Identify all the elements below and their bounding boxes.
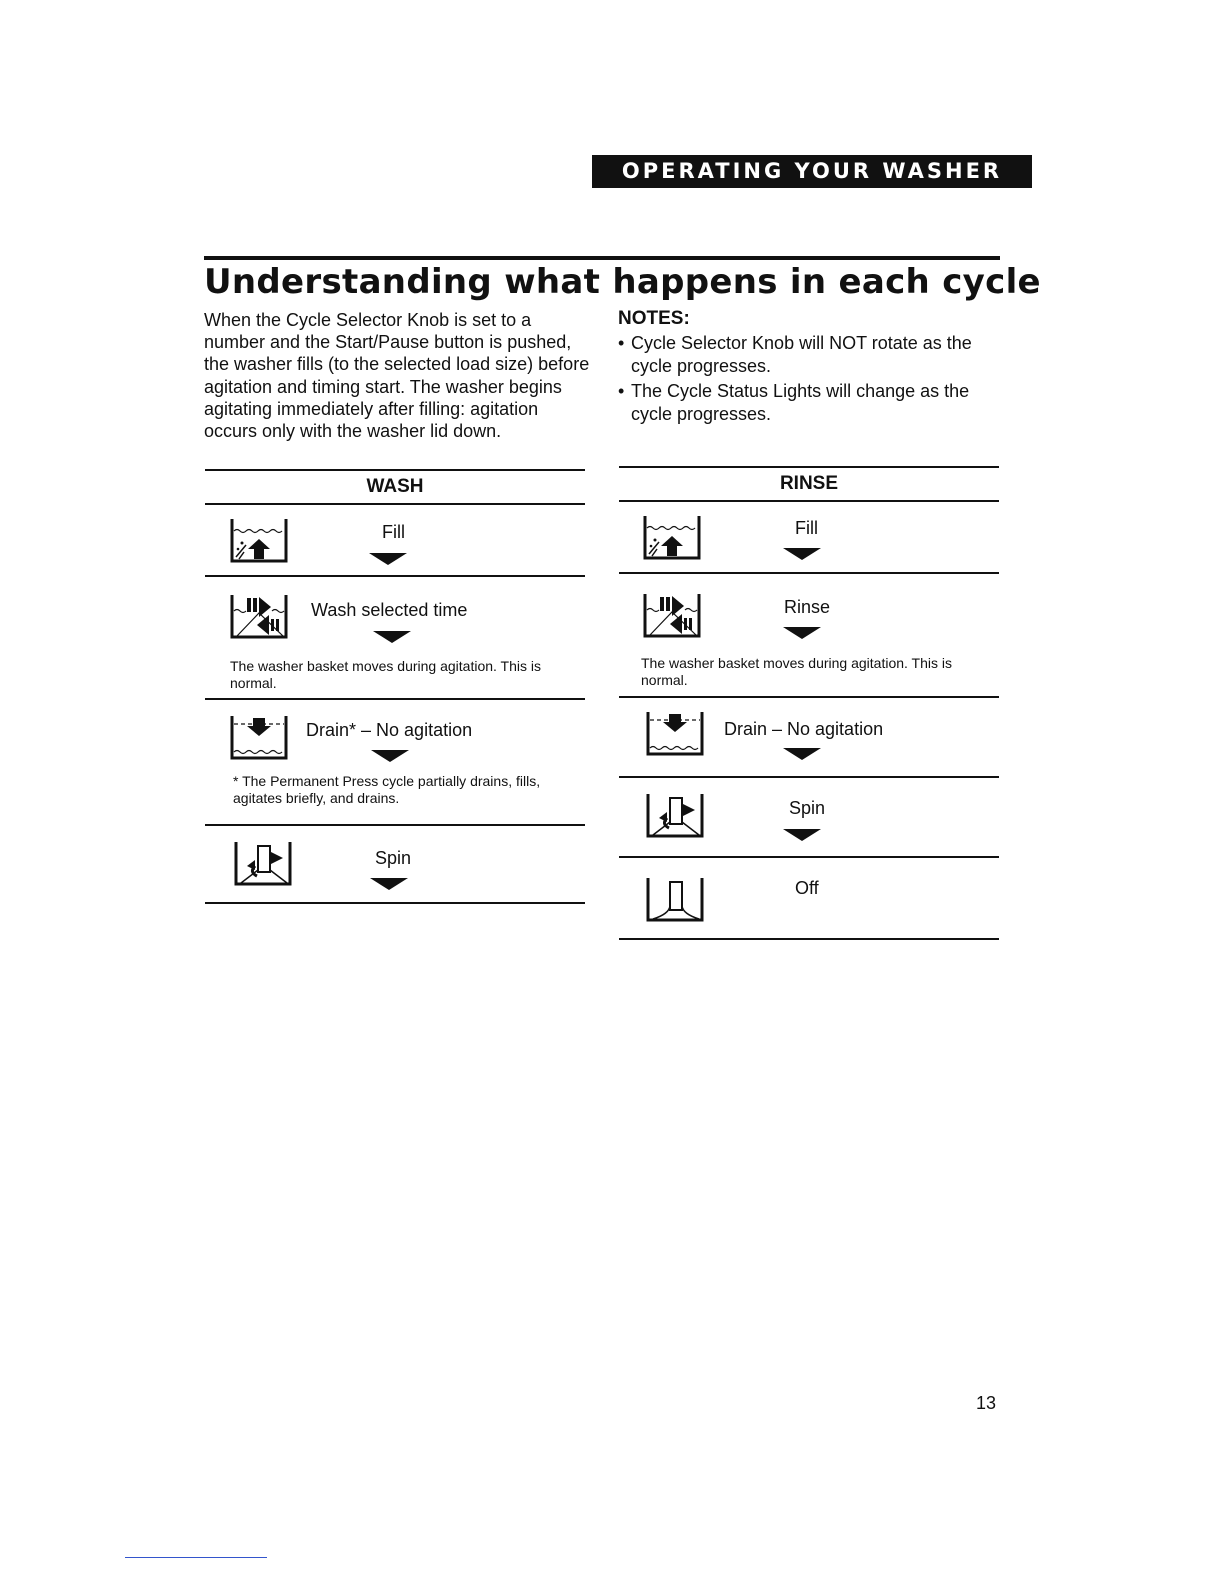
- notes-block: [618, 308, 1008, 428]
- wash-step-agitate: [205, 577, 585, 700]
- fill-icon: [642, 514, 702, 560]
- down-arrow-icon: [373, 631, 411, 643]
- rinse-step-drain: [619, 698, 999, 778]
- drain-icon: [229, 714, 289, 760]
- wash-heading: WASH: [205, 469, 585, 505]
- agitate-icon: [642, 592, 702, 638]
- spin-icon: [233, 840, 293, 886]
- rinse-step-off: [619, 858, 999, 940]
- notes-list: [618, 332, 1008, 426]
- step-note: * The Permanent Press cycle partially drains, fills, agitates briefly, and drains.: [233, 773, 541, 806]
- step-label: Off: [795, 878, 819, 898]
- down-arrow-icon: [783, 748, 821, 760]
- drain-icon: [645, 710, 705, 756]
- rinse-step-spin: [619, 778, 999, 858]
- step-label: Fill: [382, 522, 405, 542]
- notes-heading: NOTES:: [618, 308, 690, 329]
- rinse-step-agitate: [619, 574, 999, 698]
- intro-paragraph: When the Cycle Selector Knob is set to a number and the Start/Pause button is pushed, the washer fills (to the selected load size) before agitation and timing start. The washer begins agitating immediately after filling: agitation occurs only with the washer lid down.: [204, 310, 590, 442]
- step-label: Drain – No agitation: [724, 719, 884, 739]
- step-label: Fill: [795, 518, 818, 538]
- rinse-heading: RINSE: [619, 466, 999, 502]
- note-item: • Cycle Selector Knob will NOT rotate as the cycle progresses.: [618, 332, 1008, 378]
- fill-icon: [229, 517, 289, 563]
- off-icon: [645, 876, 705, 922]
- down-arrow-icon: [783, 548, 821, 560]
- down-arrow-icon: [783, 627, 821, 639]
- section-tab: OPERATING YOUR WASHER: [592, 155, 1032, 188]
- step-label: Spin: [375, 848, 412, 868]
- title-rule: [204, 256, 1000, 260]
- rinse-step-fill: [619, 502, 999, 574]
- step-note: The washer basket moves during agitation. This is normal.: [641, 655, 953, 688]
- step-label: Wash selected time: [311, 600, 468, 620]
- footer-rule: [125, 1557, 267, 1558]
- wash-step-spin: [205, 826, 585, 904]
- down-arrow-icon: [783, 829, 821, 841]
- page-title: Understanding what happens in each cycle: [204, 262, 1041, 302]
- rinse-table: [619, 466, 999, 940]
- agitate-icon: [229, 593, 289, 639]
- wash-step-fill: [205, 505, 585, 577]
- wash-table: [205, 469, 585, 904]
- down-arrow-icon: [369, 553, 407, 565]
- step-label: Spin: [789, 798, 826, 818]
- wash-step-drain: [205, 700, 585, 826]
- step-label: Drain* – No agitation: [306, 720, 473, 740]
- spin-icon: [645, 792, 705, 838]
- step-label: Rinse: [784, 597, 831, 617]
- down-arrow-icon: [371, 750, 409, 762]
- page-number: 13: [976, 1393, 997, 1413]
- note-item: • The Cycle Status Lights will change as the cycle progresses.: [618, 380, 1008, 426]
- step-note: The washer basket moves during agitation. This is normal.: [230, 658, 542, 691]
- down-arrow-icon: [370, 878, 408, 890]
